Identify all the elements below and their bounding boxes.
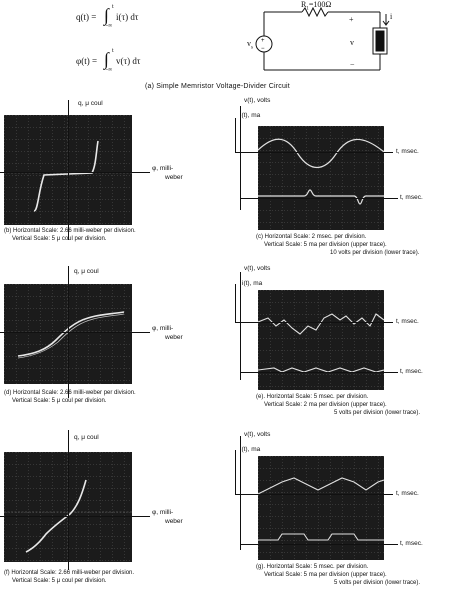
voltage-divider-circuit xyxy=(240,0,400,80)
resistor-label-value: =100Ω xyxy=(308,0,332,9)
x-axis-label-b-2: weber xyxy=(165,174,183,181)
phi-equation-rhs: v(τ) dτ xyxy=(116,56,141,66)
source-plus: + xyxy=(261,38,265,44)
i-axis-label-e: i(t), ma xyxy=(242,280,263,287)
t-axis-g-lower xyxy=(240,544,398,545)
v-axis-c xyxy=(240,106,241,210)
memristor-minus-label: − xyxy=(350,60,355,69)
source-label-subscript: s xyxy=(251,45,253,51)
t-axis-label-c-lower: t, msec. xyxy=(400,194,423,201)
t-axis-e-lower xyxy=(240,372,398,373)
y-axis-label-f: q, μ coul xyxy=(74,434,99,441)
memristor-current-label: i xyxy=(390,12,393,21)
t-axis-label-g-upper: t, msec. xyxy=(396,490,419,497)
caption-g-line3: 5 volts per division (lower trace). xyxy=(334,580,421,586)
x-axis-label-b-1: φ, milli- xyxy=(152,165,174,172)
i-axis-label-g: i(t), ma xyxy=(240,446,261,453)
v-axis-e xyxy=(240,272,241,380)
phi-integral-lower-limit: -∞ xyxy=(106,67,113,73)
memristor-band xyxy=(376,31,384,51)
resistor-label-subscript: 1 xyxy=(306,6,309,12)
q-equation-lhs: q(t) = xyxy=(76,12,97,22)
x-axis-label-f-1: φ, milli- xyxy=(152,509,174,516)
caption-e-line1: (e). Horizontal Scale: 5 msec. per division. xyxy=(256,394,369,400)
x-axis-label-f-2: weber xyxy=(165,518,183,525)
caption-g-line1: (g). Horizontal Scale: 5 msec. per division. xyxy=(256,564,369,570)
resistor-label-symbol: R xyxy=(301,0,307,9)
source-minus: − xyxy=(261,46,265,52)
caption-e-line3: 5 volts per division (lower trace). xyxy=(334,410,421,416)
t-axis-g-upper xyxy=(235,494,393,495)
q-integral-lower-limit: -∞ xyxy=(106,23,113,29)
i-axis-g xyxy=(235,450,236,494)
y-axis-label-b: q, μ coul xyxy=(78,100,103,107)
y-axis-label-d: q, μ coul xyxy=(74,268,99,275)
memristor-voltage-label: v xyxy=(350,38,354,47)
v-axis-label-c: v(t), volts xyxy=(244,97,271,104)
i-axis-c xyxy=(235,118,236,152)
q-equation xyxy=(76,12,96,22)
caption-b-line2: Vertical Scale: 5 μ coul per division. xyxy=(12,236,107,242)
q-equation-rhs: i(τ) dτ xyxy=(116,12,139,22)
q-integral-upper-limit: t xyxy=(112,4,114,10)
scope-panel-e xyxy=(258,290,384,390)
v-axis-label-e: v(t), volts xyxy=(244,265,271,272)
x-axis-label-d-1: φ, milli- xyxy=(152,325,174,332)
t-axis-c-upper xyxy=(235,152,393,153)
source-label-symbol: v xyxy=(247,39,251,48)
t-axis-label-g-lower: t, msec. xyxy=(400,540,423,547)
caption-c-line3: 10 volts per division (lower trace). xyxy=(330,250,420,256)
phi-integral-sign: ∫ xyxy=(104,49,109,69)
caption-a: (a) Simple Memristor Voltage-Divider Circuit xyxy=(145,83,290,90)
phi-equation-lhs: φ(t) = xyxy=(76,56,98,66)
caption-c-line1: (c) Horizontal Scale: 2 msec. per division. xyxy=(256,234,367,240)
x-axis-d xyxy=(0,332,150,333)
t-axis-label-e-upper: t, msec. xyxy=(396,318,419,325)
caption-f-line2: Vertical Scale: 5 μ coul per division. xyxy=(12,578,107,584)
caption-g-line2: Vertical Scale: 5 ma per division (upper trace). xyxy=(264,572,387,578)
caption-c-line2: Vertical Scale: 5 ma per division (upper trace). xyxy=(264,242,387,248)
y-axis-b xyxy=(68,100,69,240)
t-axis-c-lower xyxy=(240,198,398,199)
i-axis-label-c: i(t), ma xyxy=(240,112,261,119)
caption-e-line2: Vertical Scale: 2 ma per division (upper trace). xyxy=(264,402,387,408)
source-label xyxy=(247,39,253,51)
t-axis-label-e-lower: t, msec. xyxy=(400,368,423,375)
resistor-label xyxy=(301,0,331,12)
caption-d-line1: (d) Horizontal Scale: 2.66 milli-weber per division. xyxy=(4,390,136,396)
caption-f-line1: (f) Horizontal Scale: 2.66 milli-weber per division. xyxy=(4,570,135,576)
caption-b-line1: (b) Horizontal Scale: 2.66 milli-weber per division. xyxy=(4,228,136,234)
i-axis-e xyxy=(235,284,236,322)
phi-integral-upper-limit: t xyxy=(112,48,114,54)
t-axis-label-c-upper: t, msec. xyxy=(396,148,419,155)
y-axis-f xyxy=(68,430,69,570)
x-axis-label-d-2: weber xyxy=(165,334,183,341)
caption-d-line2: Vertical Scale: 5 μ coul per division. xyxy=(12,398,107,404)
x-axis-f xyxy=(0,516,150,517)
memristor-plus-label: + xyxy=(349,15,354,24)
q-integral-sign: ∫ xyxy=(104,5,109,25)
x-axis-b xyxy=(0,172,150,173)
t-axis-e-upper xyxy=(235,322,393,323)
v-axis-label-g: v(t), volts xyxy=(244,431,271,438)
scope-panel-c xyxy=(258,126,384,230)
